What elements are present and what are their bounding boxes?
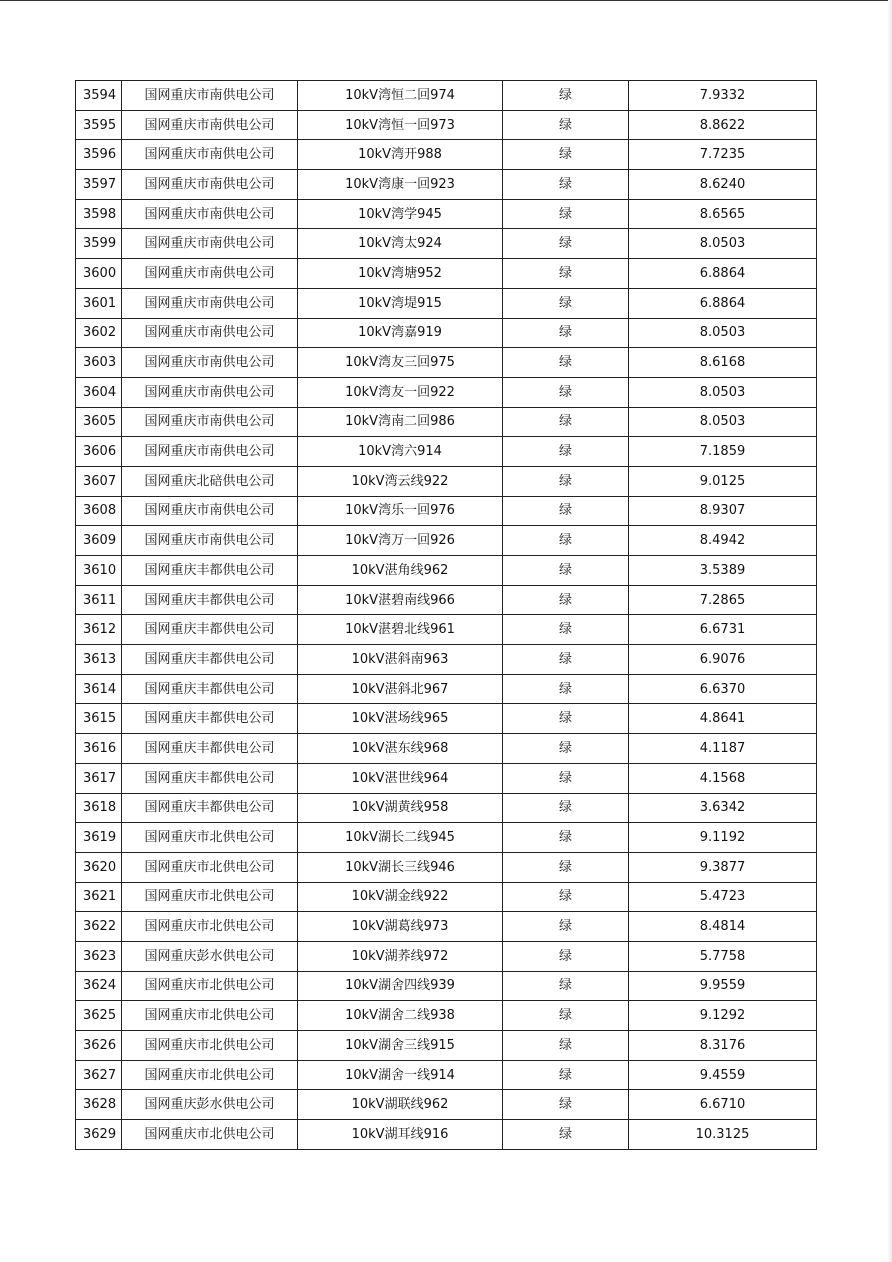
row-number-cell: 3622 bbox=[76, 912, 122, 942]
company-cell: 国网重庆丰都供电公司 bbox=[122, 556, 298, 586]
value-cell: 8.6168 bbox=[629, 348, 817, 378]
company-cell: 国网重庆市南供电公司 bbox=[122, 288, 298, 318]
value-cell: 7.7235 bbox=[629, 140, 817, 170]
row-number-cell: 3595 bbox=[76, 110, 122, 140]
row-number-cell: 3606 bbox=[76, 437, 122, 467]
table-row bbox=[76, 318, 817, 348]
status-color-cell: 绿 bbox=[503, 823, 629, 853]
line-name-cell: 10kV湖黄线958 bbox=[298, 793, 503, 823]
row-number-cell: 3618 bbox=[76, 793, 122, 823]
row-number-cell: 3603 bbox=[76, 348, 122, 378]
table-row bbox=[76, 704, 817, 734]
line-name-cell: 10kV湖葛线973 bbox=[298, 912, 503, 942]
row-number-cell: 3605 bbox=[76, 407, 122, 437]
status-color-cell: 绿 bbox=[503, 288, 629, 318]
value-cell: 8.9307 bbox=[629, 496, 817, 526]
company-cell: 国网重庆丰都供电公司 bbox=[122, 734, 298, 764]
row-number-cell: 3629 bbox=[76, 1120, 122, 1150]
table-row bbox=[76, 1031, 817, 1061]
table-row bbox=[76, 1001, 817, 1031]
line-name-cell: 10kV湖长三线946 bbox=[298, 852, 503, 882]
value-cell: 8.0503 bbox=[629, 229, 817, 259]
company-cell: 国网重庆市南供电公司 bbox=[122, 526, 298, 556]
line-name-cell: 10kV湛碧南线966 bbox=[298, 585, 503, 615]
value-cell: 8.4814 bbox=[629, 912, 817, 942]
company-cell: 国网重庆丰都供电公司 bbox=[122, 704, 298, 734]
company-cell: 国网重庆丰都供电公司 bbox=[122, 645, 298, 675]
status-color-cell: 绿 bbox=[503, 348, 629, 378]
company-cell: 国网重庆市北供电公司 bbox=[122, 1031, 298, 1061]
status-color-cell: 绿 bbox=[503, 526, 629, 556]
line-name-cell: 10kV湾乐一回976 bbox=[298, 496, 503, 526]
row-number-cell: 3625 bbox=[76, 1001, 122, 1031]
row-number-cell: 3614 bbox=[76, 674, 122, 704]
status-color-cell: 绿 bbox=[503, 199, 629, 229]
table-row bbox=[76, 734, 817, 764]
status-color-cell: 绿 bbox=[503, 110, 629, 140]
company-cell: 国网重庆市南供电公司 bbox=[122, 437, 298, 467]
company-cell: 国网重庆市北供电公司 bbox=[122, 882, 298, 912]
line-name-cell: 10kV湾堤915 bbox=[298, 288, 503, 318]
status-color-cell: 绿 bbox=[503, 407, 629, 437]
table-row bbox=[76, 170, 817, 200]
value-cell: 8.6565 bbox=[629, 199, 817, 229]
company-cell: 国网重庆市南供电公司 bbox=[122, 377, 298, 407]
company-cell: 国网重庆彭水供电公司 bbox=[122, 1090, 298, 1120]
row-number-cell: 3616 bbox=[76, 734, 122, 764]
row-number-cell: 3621 bbox=[76, 882, 122, 912]
row-number-cell: 3620 bbox=[76, 852, 122, 882]
status-color-cell: 绿 bbox=[503, 941, 629, 971]
line-name-cell: 10kV湛角线962 bbox=[298, 556, 503, 586]
row-number-cell: 3596 bbox=[76, 140, 122, 170]
table-row bbox=[76, 110, 817, 140]
line-name-cell: 10kV湾六914 bbox=[298, 437, 503, 467]
page-edge-shadow bbox=[888, 0, 892, 1262]
row-number-cell: 3598 bbox=[76, 199, 122, 229]
table-row bbox=[76, 496, 817, 526]
table-row bbox=[76, 674, 817, 704]
company-cell: 国网重庆市北供电公司 bbox=[122, 1120, 298, 1150]
line-name-cell: 10kV湖舍二线938 bbox=[298, 1001, 503, 1031]
table-row bbox=[76, 81, 817, 111]
row-number-cell: 3611 bbox=[76, 585, 122, 615]
table-row bbox=[76, 466, 817, 496]
line-name-cell: 10kV湖舍四线939 bbox=[298, 971, 503, 1001]
status-color-cell: 绿 bbox=[503, 377, 629, 407]
status-color-cell: 绿 bbox=[503, 170, 629, 200]
status-color-cell: 绿 bbox=[503, 1120, 629, 1150]
page-top-rule bbox=[0, 0, 892, 1]
company-cell: 国网重庆丰都供电公司 bbox=[122, 674, 298, 704]
value-cell: 10.3125 bbox=[629, 1120, 817, 1150]
value-cell: 8.6240 bbox=[629, 170, 817, 200]
table-row bbox=[76, 615, 817, 645]
line-name-cell: 10kV湖荞线972 bbox=[298, 941, 503, 971]
value-cell: 9.0125 bbox=[629, 466, 817, 496]
row-number-cell: 3608 bbox=[76, 496, 122, 526]
table-row bbox=[76, 140, 817, 170]
line-name-cell: 10kV湾南二回986 bbox=[298, 407, 503, 437]
value-cell: 9.1192 bbox=[629, 823, 817, 853]
line-name-cell: 10kV湖耳线916 bbox=[298, 1120, 503, 1150]
table-row bbox=[76, 645, 817, 675]
table-row bbox=[76, 556, 817, 586]
value-cell: 8.3176 bbox=[629, 1031, 817, 1061]
line-name-cell: 10kV湖金线922 bbox=[298, 882, 503, 912]
value-cell: 4.8641 bbox=[629, 704, 817, 734]
company-cell: 国网重庆市南供电公司 bbox=[122, 140, 298, 170]
status-color-cell: 绿 bbox=[503, 645, 629, 675]
table-row bbox=[76, 348, 817, 378]
value-cell: 6.6370 bbox=[629, 674, 817, 704]
status-color-cell: 绿 bbox=[503, 763, 629, 793]
value-cell: 8.8622 bbox=[629, 110, 817, 140]
table-row bbox=[76, 229, 817, 259]
table-row bbox=[76, 1060, 817, 1090]
company-cell: 国网重庆丰都供电公司 bbox=[122, 763, 298, 793]
status-color-cell: 绿 bbox=[503, 437, 629, 467]
value-cell: 7.2865 bbox=[629, 585, 817, 615]
status-color-cell: 绿 bbox=[503, 1060, 629, 1090]
status-color-cell: 绿 bbox=[503, 882, 629, 912]
row-number-cell: 3599 bbox=[76, 229, 122, 259]
value-cell: 8.0503 bbox=[629, 318, 817, 348]
company-cell: 国网重庆市南供电公司 bbox=[122, 259, 298, 289]
row-number-cell: 3617 bbox=[76, 763, 122, 793]
company-cell: 国网重庆彭水供电公司 bbox=[122, 941, 298, 971]
line-name-cell: 10kV湛东线968 bbox=[298, 734, 503, 764]
status-color-cell: 绿 bbox=[503, 852, 629, 882]
value-cell: 5.4723 bbox=[629, 882, 817, 912]
table-row bbox=[76, 763, 817, 793]
table-row bbox=[76, 585, 817, 615]
table-row bbox=[76, 852, 817, 882]
status-color-cell: 绿 bbox=[503, 1001, 629, 1031]
row-number-cell: 3615 bbox=[76, 704, 122, 734]
table-row bbox=[76, 526, 817, 556]
row-number-cell: 3594 bbox=[76, 81, 122, 111]
line-name-cell: 10kV湾恒一回973 bbox=[298, 110, 503, 140]
table-row bbox=[76, 912, 817, 942]
status-color-cell: 绿 bbox=[503, 971, 629, 1001]
company-cell: 国网重庆市南供电公司 bbox=[122, 407, 298, 437]
table-row bbox=[76, 199, 817, 229]
value-cell: 9.9559 bbox=[629, 971, 817, 1001]
value-cell: 6.6731 bbox=[629, 615, 817, 645]
company-cell: 国网重庆市北供电公司 bbox=[122, 823, 298, 853]
line-name-cell: 10kV湖联线962 bbox=[298, 1090, 503, 1120]
line-name-cell: 10kV湖舍三线915 bbox=[298, 1031, 503, 1061]
value-cell: 4.1568 bbox=[629, 763, 817, 793]
status-color-cell: 绿 bbox=[503, 793, 629, 823]
company-cell: 国网重庆市南供电公司 bbox=[122, 496, 298, 526]
table-row bbox=[76, 882, 817, 912]
row-number-cell: 3600 bbox=[76, 259, 122, 289]
status-color-cell: 绿 bbox=[503, 585, 629, 615]
row-number-cell: 3628 bbox=[76, 1090, 122, 1120]
line-name-cell: 10kV湾太924 bbox=[298, 229, 503, 259]
value-cell: 9.1292 bbox=[629, 1001, 817, 1031]
value-cell: 6.8864 bbox=[629, 259, 817, 289]
status-color-cell: 绿 bbox=[503, 81, 629, 111]
company-cell: 国网重庆丰都供电公司 bbox=[122, 793, 298, 823]
row-number-cell: 3623 bbox=[76, 941, 122, 971]
status-color-cell: 绿 bbox=[503, 615, 629, 645]
table-row bbox=[76, 971, 817, 1001]
line-name-cell: 10kV湛世线964 bbox=[298, 763, 503, 793]
status-color-cell: 绿 bbox=[503, 229, 629, 259]
table-row bbox=[76, 941, 817, 971]
line-name-cell: 10kV湾康一回923 bbox=[298, 170, 503, 200]
line-name-cell: 10kV湾友三回975 bbox=[298, 348, 503, 378]
value-cell: 6.8864 bbox=[629, 288, 817, 318]
value-cell: 5.7758 bbox=[629, 941, 817, 971]
row-number-cell: 3604 bbox=[76, 377, 122, 407]
company-cell: 国网重庆市南供电公司 bbox=[122, 318, 298, 348]
company-cell: 国网重庆市北供电公司 bbox=[122, 912, 298, 942]
table-row bbox=[76, 407, 817, 437]
row-number-cell: 3597 bbox=[76, 170, 122, 200]
company-cell: 国网重庆市南供电公司 bbox=[122, 110, 298, 140]
line-name-cell: 10kV湛斜南963 bbox=[298, 645, 503, 675]
value-cell: 7.1859 bbox=[629, 437, 817, 467]
table-row bbox=[76, 793, 817, 823]
line-name-cell: 10kV湾万一回926 bbox=[298, 526, 503, 556]
company-cell: 国网重庆市北供电公司 bbox=[122, 1060, 298, 1090]
company-cell: 国网重庆市南供电公司 bbox=[122, 199, 298, 229]
company-cell: 国网重庆丰都供电公司 bbox=[122, 615, 298, 645]
row-number-cell: 3601 bbox=[76, 288, 122, 318]
company-cell: 国网重庆北碚供电公司 bbox=[122, 466, 298, 496]
status-color-cell: 绿 bbox=[503, 466, 629, 496]
row-number-cell: 3613 bbox=[76, 645, 122, 675]
company-cell: 国网重庆市北供电公司 bbox=[122, 971, 298, 1001]
value-cell: 9.4559 bbox=[629, 1060, 817, 1090]
line-name-cell: 10kV湖舍一线914 bbox=[298, 1060, 503, 1090]
line-name-cell: 10kV湾恒二回974 bbox=[298, 81, 503, 111]
row-number-cell: 3626 bbox=[76, 1031, 122, 1061]
value-cell: 9.3877 bbox=[629, 852, 817, 882]
status-color-cell: 绿 bbox=[503, 318, 629, 348]
line-name-cell: 10kV湾开988 bbox=[298, 140, 503, 170]
value-cell: 8.0503 bbox=[629, 377, 817, 407]
value-cell: 8.4942 bbox=[629, 526, 817, 556]
status-color-cell: 绿 bbox=[503, 556, 629, 586]
table-body bbox=[76, 81, 817, 1150]
line-name-cell: 10kV湾学945 bbox=[298, 199, 503, 229]
line-name-cell: 10kV湾云线922 bbox=[298, 466, 503, 496]
company-cell: 国网重庆市南供电公司 bbox=[122, 229, 298, 259]
value-cell: 6.9076 bbox=[629, 645, 817, 675]
company-cell: 国网重庆市南供电公司 bbox=[122, 170, 298, 200]
status-color-cell: 绿 bbox=[503, 674, 629, 704]
line-name-cell: 10kV湾友一回922 bbox=[298, 377, 503, 407]
row-number-cell: 3609 bbox=[76, 526, 122, 556]
status-color-cell: 绿 bbox=[503, 704, 629, 734]
line-name-cell: 10kV湛斜北967 bbox=[298, 674, 503, 704]
status-color-cell: 绿 bbox=[503, 912, 629, 942]
table-row bbox=[76, 437, 817, 467]
table-row bbox=[76, 288, 817, 318]
row-number-cell: 3610 bbox=[76, 556, 122, 586]
status-color-cell: 绿 bbox=[503, 734, 629, 764]
line-name-cell: 10kV湾嘉919 bbox=[298, 318, 503, 348]
row-number-cell: 3627 bbox=[76, 1060, 122, 1090]
feeder-table bbox=[75, 80, 817, 1150]
status-color-cell: 绿 bbox=[503, 140, 629, 170]
row-number-cell: 3612 bbox=[76, 615, 122, 645]
value-cell: 7.9332 bbox=[629, 81, 817, 111]
company-cell: 国网重庆丰都供电公司 bbox=[122, 585, 298, 615]
status-color-cell: 绿 bbox=[503, 259, 629, 289]
line-name-cell: 10kV湛场线965 bbox=[298, 704, 503, 734]
company-cell: 国网重庆市北供电公司 bbox=[122, 1001, 298, 1031]
status-color-cell: 绿 bbox=[503, 1031, 629, 1061]
table-row bbox=[76, 377, 817, 407]
row-number-cell: 3602 bbox=[76, 318, 122, 348]
row-number-cell: 3624 bbox=[76, 971, 122, 1001]
line-name-cell: 10kV湛碧北线961 bbox=[298, 615, 503, 645]
value-cell: 4.1187 bbox=[629, 734, 817, 764]
value-cell: 3.6342 bbox=[629, 793, 817, 823]
value-cell: 8.0503 bbox=[629, 407, 817, 437]
table-row bbox=[76, 259, 817, 289]
company-cell: 国网重庆市南供电公司 bbox=[122, 348, 298, 378]
company-cell: 国网重庆市北供电公司 bbox=[122, 852, 298, 882]
line-name-cell: 10kV湾塘952 bbox=[298, 259, 503, 289]
value-cell: 6.6710 bbox=[629, 1090, 817, 1120]
status-color-cell: 绿 bbox=[503, 496, 629, 526]
table-row bbox=[76, 1120, 817, 1150]
row-number-cell: 3607 bbox=[76, 466, 122, 496]
table-row bbox=[76, 823, 817, 853]
table-row bbox=[76, 1090, 817, 1120]
line-name-cell: 10kV湖长二线945 bbox=[298, 823, 503, 853]
row-number-cell: 3619 bbox=[76, 823, 122, 853]
value-cell: 3.5389 bbox=[629, 556, 817, 586]
status-color-cell: 绿 bbox=[503, 1090, 629, 1120]
company-cell: 国网重庆市南供电公司 bbox=[122, 81, 298, 111]
